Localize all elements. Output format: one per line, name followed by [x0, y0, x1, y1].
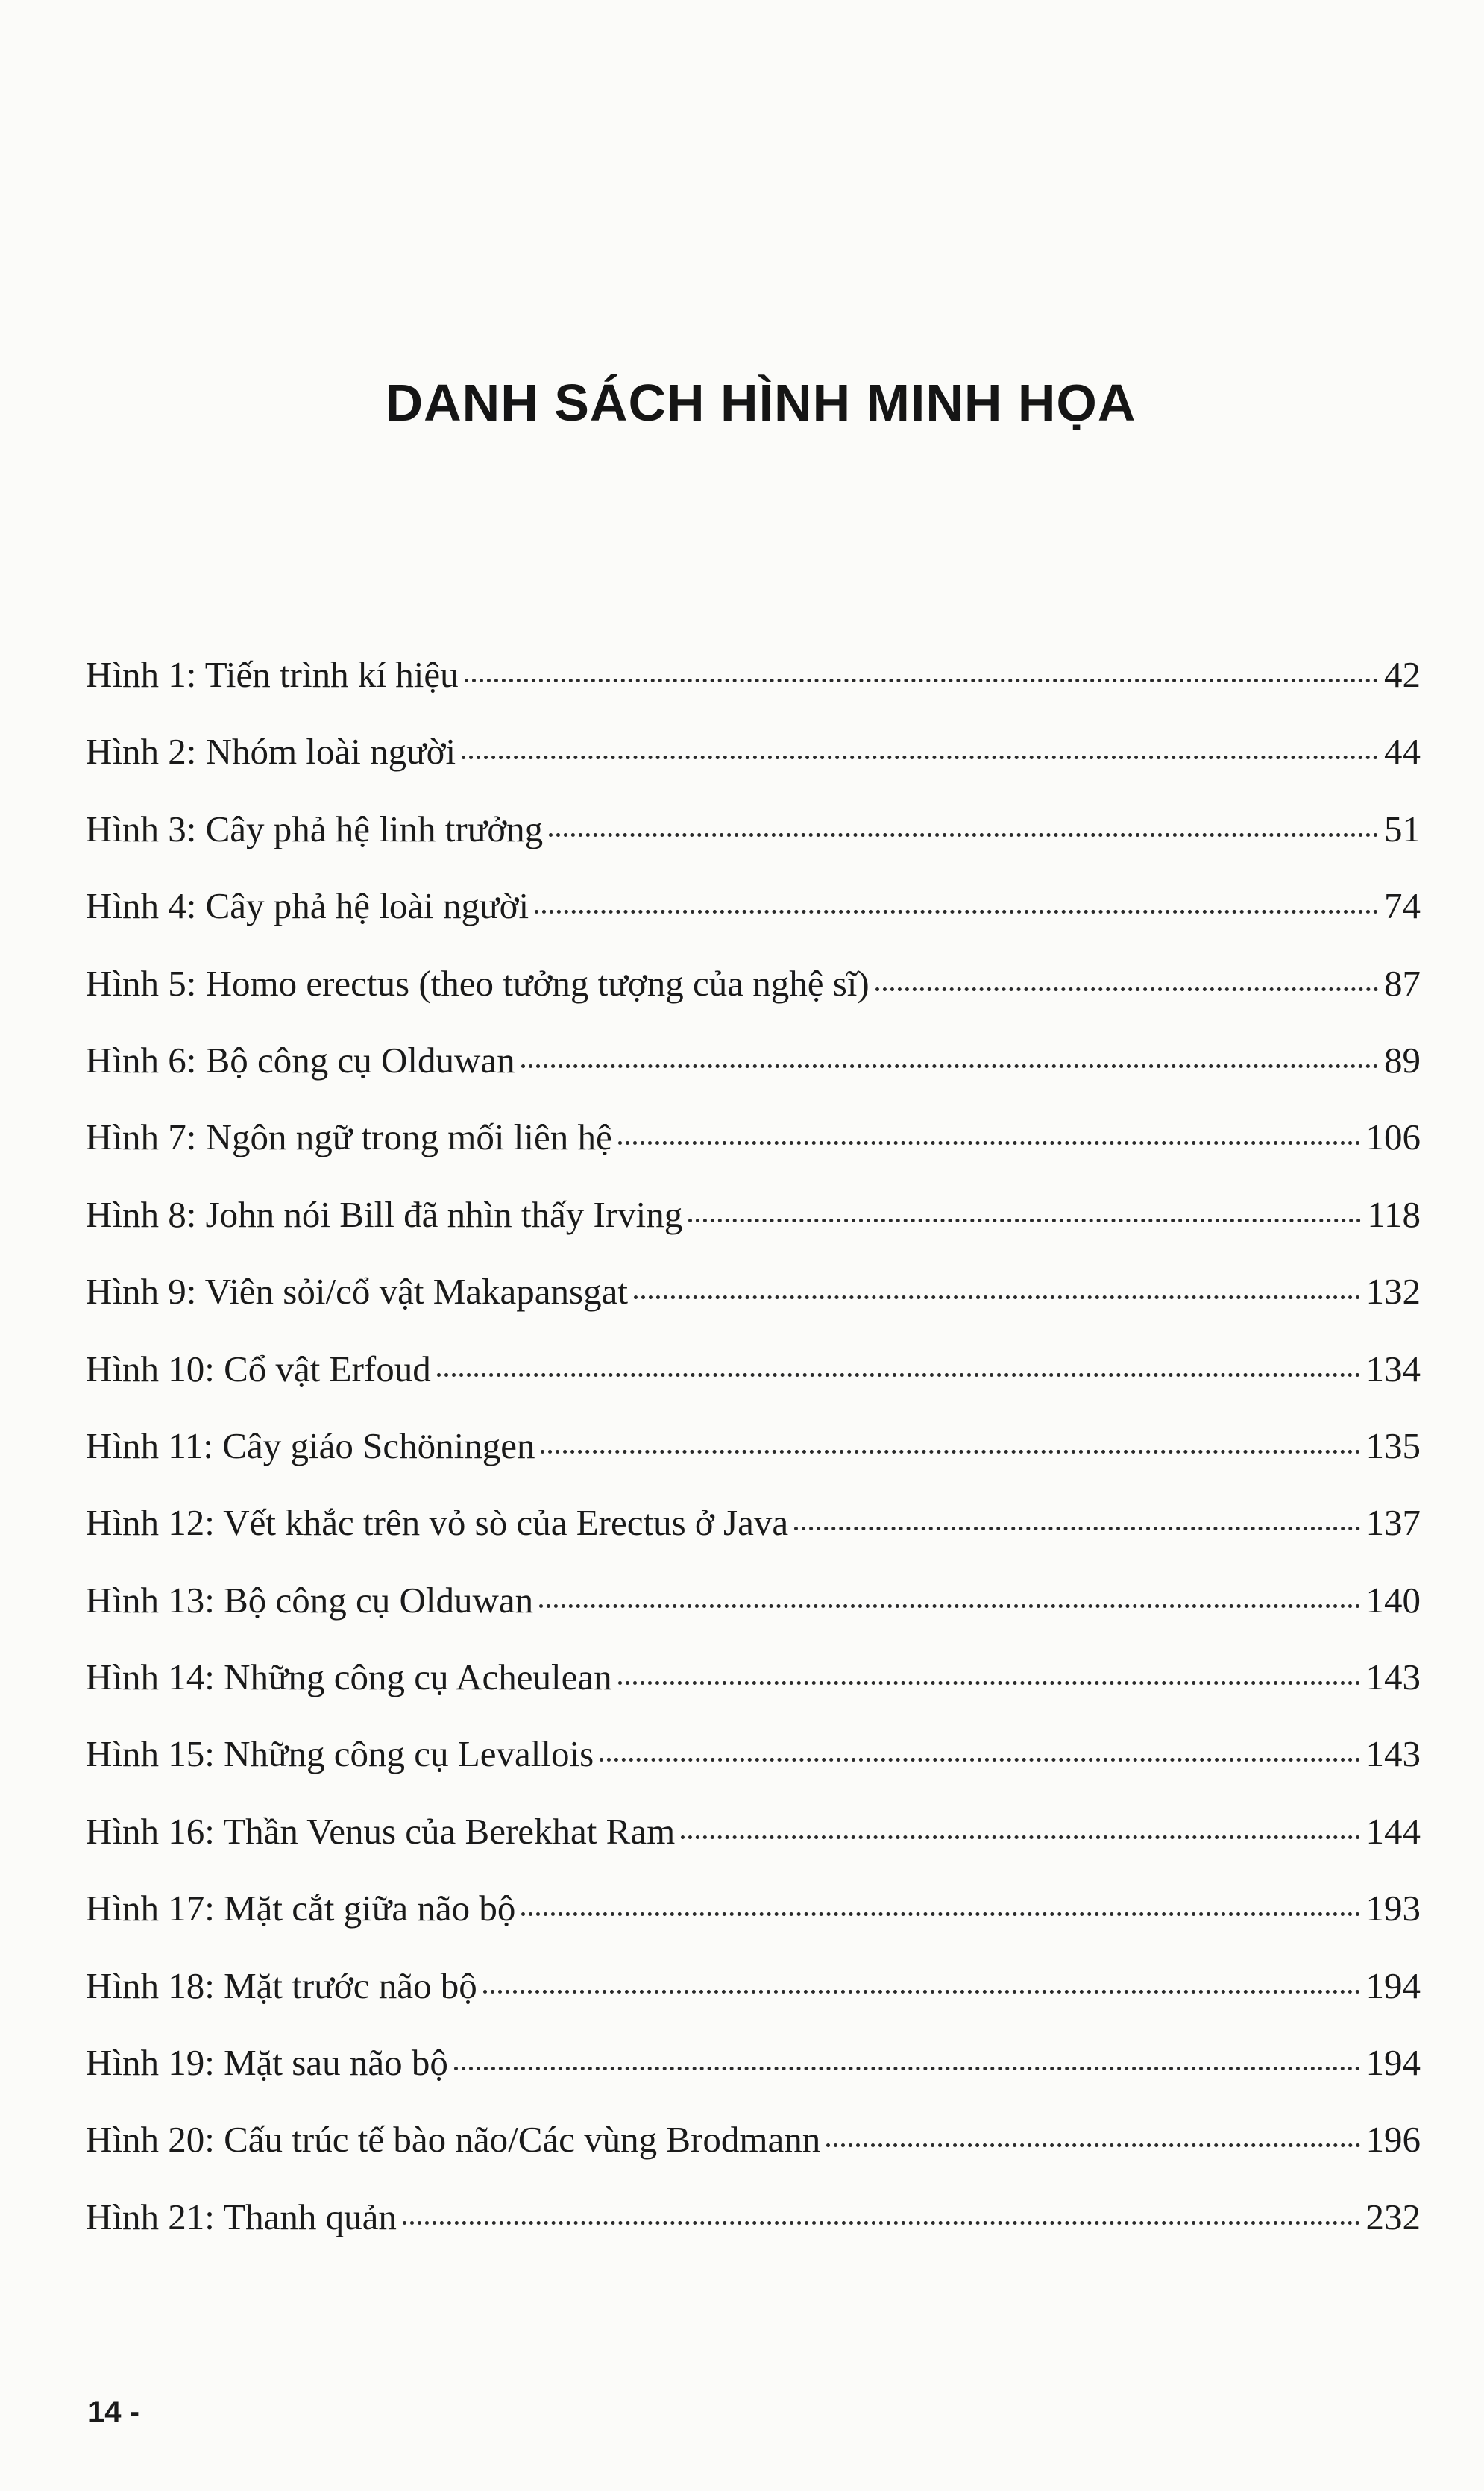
list-item [86, 885, 1421, 961]
list-item [86, 2118, 1421, 2195]
dot-leader [826, 2143, 1359, 2147]
dot-leader [535, 910, 1378, 914]
list-item [86, 1501, 1421, 1578]
figure-page: 196 [1365, 2119, 1421, 2161]
figure-label: Hình 14: Những công cụ Acheulean [86, 1656, 612, 1698]
figure-page: 193 [1365, 1888, 1421, 1929]
figure-page: 143 [1365, 1733, 1421, 1775]
dot-leader [681, 1835, 1359, 1839]
list-item [86, 653, 1421, 730]
figure-label: Hình 10: Cổ vật Erfoud [86, 1348, 431, 1389]
figure-label: Hình 2: Nhóm loài người [86, 731, 456, 773]
list-item [86, 1348, 1421, 1424]
figure-label: Hình 17: Mặt cắt giữa não bộ [86, 1888, 516, 1929]
figure-page: 132 [1365, 1271, 1421, 1313]
dot-leader [483, 1990, 1360, 1994]
list-item [86, 1964, 1421, 2041]
dot-leader [618, 1141, 1360, 1145]
figure-label: Hình 13: Bộ công cụ Olduwan [86, 1579, 534, 1621]
figure-page: 140 [1365, 1579, 1421, 1621]
dot-leader [454, 2067, 1360, 2070]
figure-page: 51 [1384, 808, 1421, 849]
dot-leader [521, 1064, 1378, 1068]
figure-page: 137 [1365, 1502, 1421, 1544]
figure-page: 135 [1365, 1424, 1421, 1466]
list-item [86, 1270, 1421, 1347]
page-title: DANH SÁCH HÌNH MINH HỌA [385, 374, 1136, 432]
dot-leader [541, 1450, 1359, 1454]
list-item [86, 730, 1421, 807]
list-item [86, 1887, 1421, 1964]
figure-page: 194 [1365, 1964, 1421, 2006]
figure-label: Hình 3: Cây phả hệ linh trưởng [86, 808, 544, 849]
figure-label: Hình 11: Cây giáo Schöningen [86, 1424, 535, 1466]
figure-label: Hình 5: Homo erectus (theo tưởng tượng của nghệ sĩ) [86, 962, 870, 1004]
figure-page: 194 [1365, 2042, 1421, 2084]
figure-page: 44 [1384, 731, 1421, 773]
list-item [86, 1656, 1421, 1733]
figure-label: Hình 12: Vết khắc trên vỏ sò của Erectus ở Java [86, 1502, 789, 1544]
list-item [86, 1193, 1421, 1270]
figure-label: Hình 19: Mặt sau não bộ [86, 2042, 448, 2084]
list-item [86, 1116, 1421, 1193]
dot-leader [462, 756, 1378, 759]
figure-page: 89 [1384, 1039, 1421, 1081]
figure-label: Hình 9: Viên sỏi/cổ vật Makapansgat [86, 1271, 628, 1313]
dot-leader [600, 1758, 1359, 1762]
list-item [86, 1733, 1421, 1809]
page-number: 14 - [88, 2396, 139, 2428]
dot-leader [437, 1373, 1360, 1377]
figure-label: Hình 18: Mặt trước não bộ [86, 1964, 477, 2006]
figure-list [86, 653, 1421, 2272]
list-item [86, 1810, 1421, 1887]
figure-label: Hình 7: Ngôn ngữ trong mối liên hệ [86, 1116, 612, 1158]
list-item [86, 962, 1421, 1039]
figure-label: Hình 16: Thần Venus của Berekhat Ram [86, 1810, 676, 1852]
figure-label: Hình 8: John nói Bill đã nhìn thấy Irving [86, 1193, 683, 1235]
dot-leader [465, 679, 1378, 682]
list-item [86, 2041, 1421, 2118]
figure-page: 106 [1365, 1116, 1421, 1158]
figure-label: Hình 15: Những công cụ Levallois [86, 1733, 594, 1775]
figure-page: 232 [1365, 2196, 1421, 2237]
figure-page: 87 [1384, 962, 1421, 1004]
dot-leader [521, 1912, 1359, 1916]
list-item [86, 808, 1421, 885]
figure-page: 74 [1384, 885, 1421, 927]
list-item [86, 1579, 1421, 1656]
dot-leader [403, 2221, 1360, 2225]
figure-page: 144 [1365, 1810, 1421, 1852]
figure-label: Hình 21: Thanh quản [86, 2196, 397, 2237]
figure-label: Hình 20: Cấu trúc tế bào não/Các vùng Brodmann [86, 2119, 821, 2161]
dot-leader [549, 833, 1378, 837]
dot-leader [618, 1681, 1360, 1685]
dot-leader [875, 987, 1378, 991]
list-item [86, 1424, 1421, 1501]
list-item [86, 2196, 1421, 2272]
figure-label: Hình 6: Bộ công cụ Olduwan [86, 1039, 515, 1081]
list-item [86, 1039, 1421, 1116]
dot-leader [539, 1604, 1359, 1608]
figure-page: 118 [1367, 1193, 1421, 1235]
figure-page: 134 [1365, 1348, 1421, 1389]
figure-label: Hình 1: Tiến trình kí hiệu [86, 654, 459, 695]
dot-leader [688, 1219, 1361, 1222]
figure-page: 143 [1365, 1656, 1421, 1698]
dot-leader [794, 1527, 1359, 1530]
figure-page: 42 [1384, 654, 1421, 695]
figure-label: Hình 4: Cây phả hệ loài người [86, 885, 529, 927]
dot-leader [634, 1295, 1360, 1299]
